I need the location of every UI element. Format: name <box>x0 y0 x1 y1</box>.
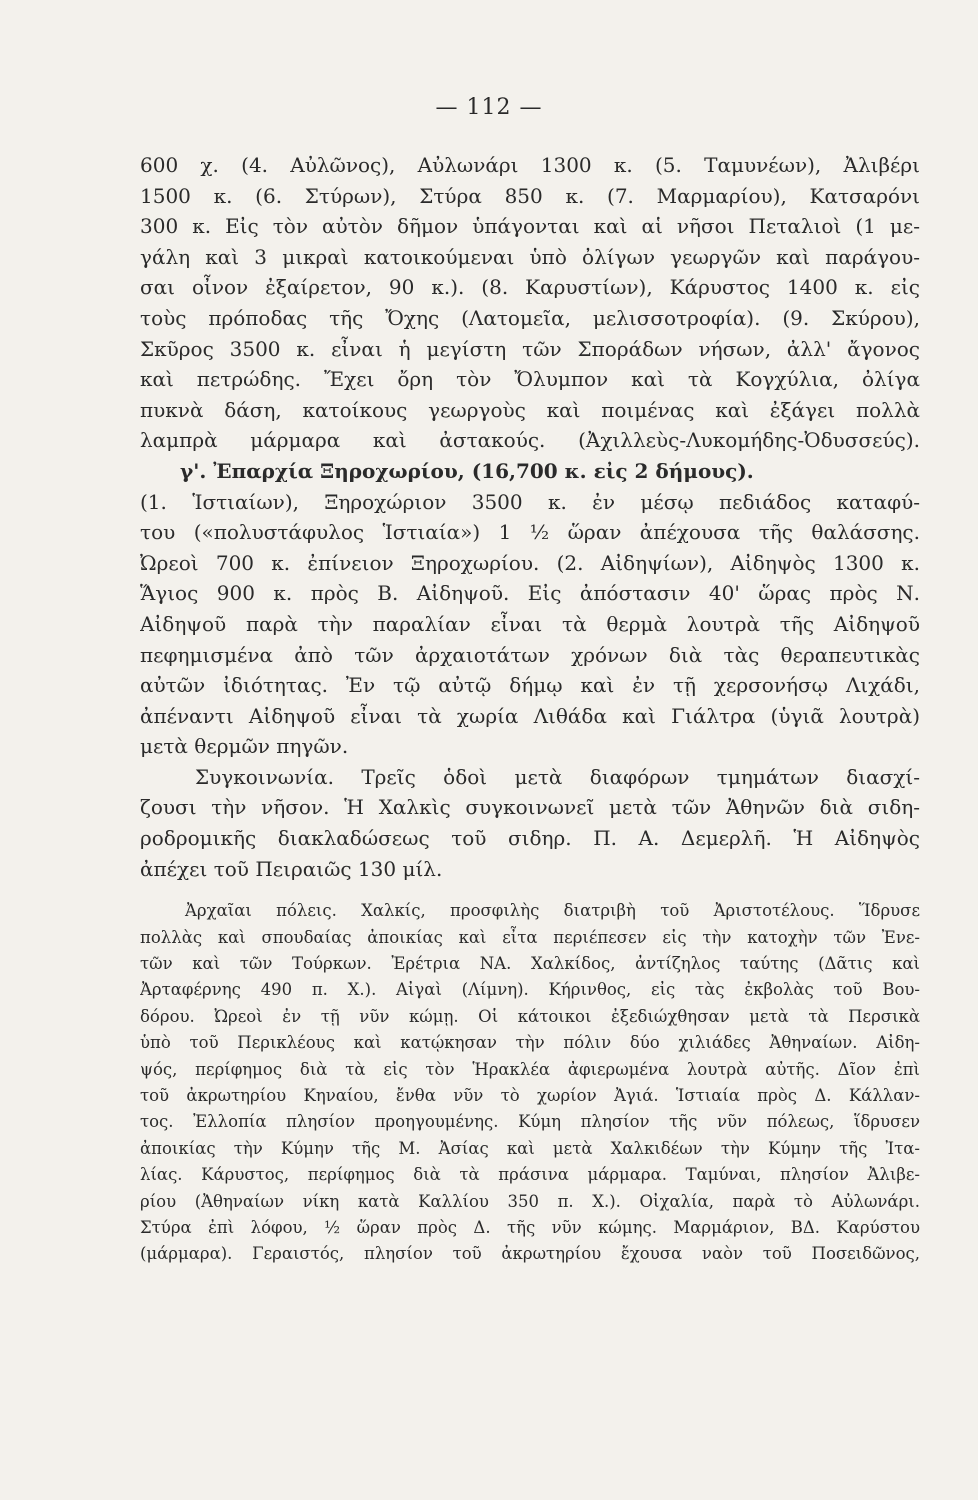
text-line: τῶν καὶ τῶν Τούρκων. Ἐρέτρια ΝΑ. Χαλκίδος, ἀντίζηλος ταύτης (Δᾶτις καὶ <box>140 954 920 974</box>
text-line: Ἅγιος 900 κ. πρὸς Β. Αἰδηψοῦ. Εἰς ἀπόστασιν 40' ὥρας πρὸς Ν. <box>140 581 920 606</box>
page-body <box>140 150 920 1268</box>
text-line: ζουσι τὴν νῆσον. Ἡ Χαλκὶς συγκοινωνεῖ μετὰ τῶν Ἀθηνῶν διὰ σιδη- <box>140 795 920 820</box>
section-heading-line: Συγκοινωνία. Τρεῖς ὁδοὶ μετὰ διαφόρων τμημάτων διασχί- <box>195 764 920 789</box>
text-line: σαι οἶνον ἐξαίρετον, 90 κ.). (8. Καρυστίων), Κάρυστος 1400 κ. εἰς <box>140 275 920 300</box>
text-line: (1. Ἱστιαίων), Ξηροχώριον 3500 κ. ἐν μέσῳ πεδιάδος καταφύ- <box>140 489 920 514</box>
text-line: Ἀρχαῖαι πόλεις. Χαλκίς, προσφιλὴς διατριβὴ τοῦ Ἀριστοτέλους. Ἵδρυσε <box>185 901 920 921</box>
text-line: Στύρα ἐπὶ λόφου, ½ ὥραν πρὸς Δ. τῆς νῦν κώμης. Μαρμάριον, ΒΔ. Καρύστου <box>140 1217 920 1237</box>
text-line: τοὺς πρόποδας τῆς Ὄχης (Λατομεῖα, μελισσοτροφία). (9. Σκύρου), <box>140 305 920 330</box>
text-line: καὶ πετρώδης. Ἔχει ὄρη τὸν Ὄλυμπον καὶ τὰ Κογχύλια, ὀλίγα <box>140 367 920 392</box>
text-line: Σκῦρος 3500 κ. εἶναι ἡ μεγίστη τῶν Σποράδων νήσων, ἀλλ' ἄγονος <box>140 336 920 361</box>
text-line: λίας. Κάρυστος, περίφημος διὰ τὰ πράσινα μάρμαρα. Ταμύναι, πλησίον Ἀλιβε- <box>140 1165 920 1185</box>
text-line: ἀπέχει τοῦ Πειραιῶς 130 μίλ. <box>140 856 443 881</box>
text-line: δόρου. Ὠρεοὶ ἐν τῇ νῦν κώμῃ. Οἱ κάτοικοι ἐξεδιώχθησαν μετὰ τὰ Περσικὰ <box>140 1006 920 1026</box>
text-line: (μάρμαρα). Γεραιστός, πλησίον τοῦ ἀκρωτηρίου ἔχουσα ναὸν τοῦ Ποσειδῶνος, <box>140 1244 920 1264</box>
page-number: — 112 — <box>435 95 543 120</box>
text-line: μετὰ θερμῶν πηγῶν. <box>140 734 349 759</box>
text-line: Αἰδηψοῦ παρὰ τὴν παραλίαν εἶναι τὰ θερμὰ λουτρὰ τῆς Αἰδηψοῦ <box>140 611 920 636</box>
text-line: 600 χ. (4. Αὐλῶνος), Αὐλωνάρι 1300 κ. (5. Ταμυνέων), Ἀλιβέρι <box>140 153 920 177</box>
text-line: ρίου (Ἀθηναίων νίκη κατὰ Καλλίου 350 π. Χ.). Οἰχαλία, παρὰ τὸ Αὐλωνάρι. <box>140 1191 920 1211</box>
text-line: πολλὰς καὶ σπουδαίας ἀποικίας καὶ εἶτα περιέπεσεν εἰς τὴν κατοχὴν τῶν Ἐνε- <box>140 927 920 947</box>
ancient-cities-text <box>140 898 920 1267</box>
text-line: 300 κ. Εἰς τὸν αὐτὸν δῆμον ὑπάγονται καὶ αἱ νῆσοι Πεταλιοὶ (1 με- <box>140 214 920 239</box>
text-line: πυκνὰ δάση, κατοίκους γεωργοὺς καὶ ποιμένας καὶ ἐξάγει πολλὰ <box>140 397 920 422</box>
text-line: του («πολυστάφυλος Ἱστιαία») 1 ½ ὥραν ἀπέχουσα τῆς θαλάσσης. <box>140 520 920 545</box>
text-line: 1500 κ. (6. Στύρων), Στύρα 850 κ. (7. Μαρμαρίου), Κατσαρόνι <box>140 183 920 208</box>
text-line: ἀποικίας τὴν Κύμην τῆς Μ. Ἀσίας καὶ μετὰ Χαλκιδέων τὴν Κύμην τῆς Ἰτα- <box>140 1138 920 1158</box>
text-line: λαμπρὰ μάρμαρα καὶ ἀστακούς. (Ἀχιλλεὺς-Λυκομήδης-Ὀδυσσεύς). <box>140 428 920 453</box>
text-line: τος. Ἐλλοπία πλησίον προηγουμένης. Κύμη πλησίον τῆς νῦν πόλεως, ἵδρυσεν <box>140 1112 920 1132</box>
text-line: ψός, περίφημος διὰ τὰ εἰς τὸν Ἡρακλέα ἀφιερωμένα λουτρὰ αὐτῆς. Δῖον ἐπὶ <box>140 1059 920 1079</box>
text-line: αὐτῶν ἰδιότητας. Ἐν τῷ αὐτῷ δήμῳ καὶ ἐν τῇ χερσονήσῳ Λιχάδι, <box>140 673 920 698</box>
text-line: γάλη καὶ 3 μικραὶ κατοικούμεναι ὑπὸ ὀλίγων γεωργῶν καὶ παράγου- <box>140 244 920 269</box>
text-line: Ἀρταφέρνης 490 π. Χ.). Αἰγαὶ (Λίμνη). Κήρινθος, εἰς τὰς ἐκβολὰς τοῦ Βου- <box>140 980 920 1000</box>
text-line: ροδρομικῆς διακλαδώσεως τοῦ σιδηρ. Π. Α. Δεμερλῆ. Ἡ Αἰδηψὸς <box>140 826 920 851</box>
section-heading-line: γ'. Ἐπαρχία Ξηροχωρίου, (16,700 κ. εἰς 2 δήμους). <box>180 458 754 483</box>
text-line: ὑπὸ τοῦ Περικλέους καὶ κατῴκησαν τὴν πόλιν δύο χιλιάδες Ἀθηναίων. Αἰδη- <box>140 1033 920 1053</box>
text-line: τοῦ ἀκρωτηρίου Κηναίου, ἔνθα νῦν τὸ χωρίον Ἀγιά. Ἱστιαία πρὸς Δ. Κάλλαν- <box>140 1085 920 1105</box>
main-text <box>140 150 920 884</box>
text-line: πεφημισμένα ἀπὸ τῶν ἀρχαιοτάτων χρόνων διὰ τὰς θεραπευτικὰς <box>140 642 920 667</box>
text-line: ἀπέναντι Αἰδηψοῦ εἶναι τὰ χωρία Λιθάδα καὶ Γιάλτρα (ὑγιᾶ λουτρὰ) <box>140 703 920 728</box>
text-line: Ὠρεοὶ 700 κ. ἐπίνειον Ξηροχωρίου. (2. Αἰδηψίων), Αἰδηψὸς 1300 κ. <box>140 550 920 575</box>
